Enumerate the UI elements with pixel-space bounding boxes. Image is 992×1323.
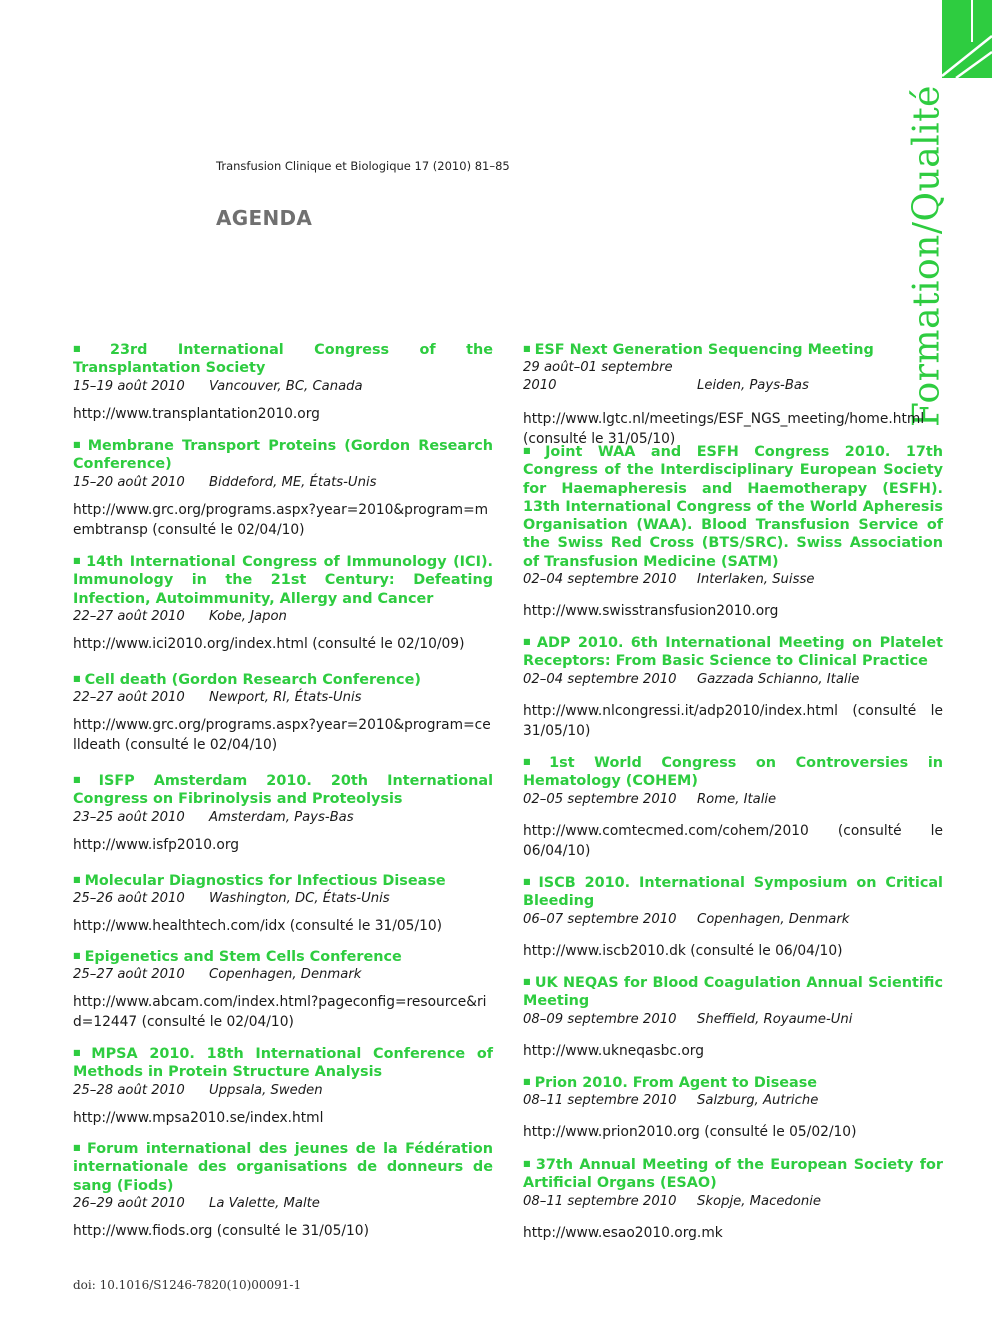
event-title-text: MPSA 2010. 18th International Conference of Methods in Protein Structure Analysis [73,1046,493,1081]
event-title [73,871,493,890]
event-url[interactable]: http://www.isfp2010.org [73,836,240,853]
agenda-entry [523,873,943,961]
event-title [73,670,493,689]
event-url[interactable]: http://www.prion2010.org (consulté le 05/02/10) [523,1124,857,1141]
event-meta [73,890,493,908]
event-meta [523,1193,943,1211]
agenda-entry [73,340,493,424]
event-date: 15–19 août 2010 [73,378,185,394]
event-date: 22–27 août 2010 [73,608,185,624]
bullet-icon: ■ [523,757,546,766]
event-date: 02–04 septembre 2010 [523,572,677,588]
event-meta [73,1082,493,1100]
event-title-text: ADP 2010. 6th International Meeting on Platelet Receptors: From Basic Science to Clinical Practice [523,635,943,670]
event-title-text: 23rd International Congress of the Transplantation Society [73,342,494,377]
event-title [523,873,943,911]
journal-reference: Transfusion Clinique et Biologique 17 (2010) 81–85 [216,159,510,173]
event-place: Gazzada Schianno, Italie [697,671,860,687]
event-date: 06–07 septembre 2010 [523,911,677,927]
agenda-entry [523,753,943,861]
event-place: Sheffield, Royaume-Uni [697,1011,853,1027]
event-title [73,947,493,966]
event-meta [523,1092,943,1110]
event-title-text: Molecular Diagnostics for Infectious Disease [84,873,446,889]
event-date: 29 août–01 septembre 2010 [523,360,673,394]
event-date: 22–27 août 2010 [73,690,185,706]
doi-footer: doi: 10.1016/S1246-7820(10)00091-1 [73,1278,302,1292]
event-url[interactable]: http://www.swisstransfusion2010.org [523,603,779,620]
event-title-text: Joint WAA and ESFH Congress 2010. 17th Congress of the Interdisciplinary European Society for Haemapheresis and Haemotherapy (ESFH). 13th International Congress of the World Apheresis Organisation (WAA). Blood Transfusion Service of the Swiss Red Cross (BTS/SRC). Swiss Association of Transfusion Medicine (SATM) [523,444,943,570]
event-title [523,753,943,791]
bullet-icon: ■ [523,1159,532,1168]
event-title-text: UK NEQAS for Blood Coagulation Annual Scientific Meeting [523,975,944,1010]
event-date: 25–28 août 2010 [73,1082,185,1098]
event-date: 23–25 août 2010 [73,809,185,825]
event-url[interactable]: http://www.mpsa2010.se/index.html [73,1109,324,1126]
event-url[interactable]: http://www.ukneqasbc.org [523,1042,704,1059]
event-date: 08–11 septembre 2010 [523,1193,677,1209]
event-place: Uppsala, Sweden [209,1082,323,1098]
bullet-icon: ■ [73,556,83,565]
event-meta [73,1195,493,1213]
event-date: 25–26 août 2010 [73,891,185,907]
event-meta [73,378,493,396]
agenda-entry [523,633,943,741]
event-meta [73,966,493,984]
bullet-icon: ■ [523,446,542,455]
event-url[interactable]: http://www.grc.org/programs.aspx?year=2010&program=celldeath (consulté le 02/04/10) [73,717,491,754]
event-meta [523,671,943,689]
event-meta [523,359,943,395]
event-place: Skopje, Macedonie [697,1193,822,1209]
event-date: 02–04 septembre 2010 [523,671,677,687]
event-meta [73,689,493,707]
bullet-icon: ■ [73,1143,83,1152]
bullet-icon: ■ [73,775,95,784]
agenda-entry [73,436,493,540]
event-title-text: Epigenetics and Stem Cells Conference [84,949,402,965]
bullet-icon: ■ [523,877,535,886]
event-date: 08–11 septembre 2010 [523,1093,677,1109]
side-title-text: Formation/Qualité [906,85,948,427]
agenda-entry [73,1139,493,1241]
agenda-entry [73,947,493,1032]
event-title [73,1139,493,1195]
event-title [73,552,493,608]
event-url[interactable]: http://www.comtecmed.com/cohem/2010 (consulté le 06/04/10) [523,822,943,859]
event-place: Interlaken, Suisse [697,572,815,588]
event-title-text: ISFP Amsterdam 2010. 20th International Congress on Fibrinolysis and Proteolysis [73,773,493,808]
event-title [73,340,493,378]
event-place: Rome, Italie [697,791,777,807]
event-title-text: 1st World Congress on Controversies in Hematology (COHEM) [523,755,943,790]
event-place: Kobe, Japon [209,608,287,624]
event-url[interactable]: http://www.nlcongressi.it/adp2010/index.html (consulté le 31/05/10) [523,702,943,739]
event-meta [523,571,943,589]
event-title [523,1155,943,1193]
event-url[interactable]: http://www.grc.org/programs.aspx?year=2010&program=membtransp (consulté le 02/04/10) [73,501,489,538]
event-url[interactable]: http://www.iscb2010.dk (consulté le 06/04/10) [523,942,843,959]
agenda-entry [523,340,943,449]
event-title [523,340,943,359]
agenda-entry [523,973,943,1061]
event-date: 02–05 septembre 2010 [523,791,677,807]
bullet-icon: ■ [73,440,84,449]
event-title-text: ESF Next Generation Sequencing Meeting [534,342,874,358]
event-place: Salzburg, Autriche [697,1093,819,1109]
event-url[interactable]: http://www.lgtc.nl/meetings/ESF_NGS_meeting/home.html (consulté le 31/05/10) [523,411,925,448]
event-title [523,633,943,671]
event-date: 08–09 septembre 2010 [523,1011,677,1027]
event-place: La Valette, Malte [209,1195,320,1211]
event-date: 15–20 août 2010 [73,474,185,490]
event-place: Newport, RI, États-Unis [209,690,362,706]
event-title-text: Cell death (Gordon Research Conference) [84,672,421,688]
event-url[interactable]: http://www.ici2010.org/index.html (consulté le 02/10/09) [73,635,465,652]
event-place: Leiden, Pays-Bas [697,378,809,394]
bullet-icon: ■ [73,1048,88,1057]
agenda-entry [523,1073,943,1142]
event-place: Biddeford, ME, États-Unis [209,474,377,490]
event-title-text: Membrane Transport Proteins (Gordon Research Conference) [73,438,493,473]
agenda-entry [73,1044,493,1128]
bullet-icon: ■ [523,637,533,646]
event-date: 26–29 août 2010 [73,1195,185,1211]
event-date: 25–27 août 2010 [73,967,185,983]
agenda-entry [523,442,943,621]
event-place: Copenhagen, Denmark [697,911,850,927]
page-title: AGENDA [216,206,313,230]
event-url[interactable]: http://www.healthtech.com/idx (consulté le 31/05/10) [73,918,443,935]
event-title [523,1073,943,1092]
event-title [73,1044,493,1082]
event-url[interactable]: http://www.fiods.org (consulté le 31/05/10) [73,1222,369,1239]
event-meta [523,911,943,929]
bullet-icon: ■ [523,344,531,353]
bullet-icon: ■ [73,951,81,960]
agenda-entry [73,670,493,755]
event-meta [73,809,493,827]
event-title [73,436,493,474]
bullet-icon: ■ [523,1077,531,1086]
bullet-icon: ■ [523,977,531,986]
bullet-icon: ■ [73,674,81,683]
agenda-entry [73,771,493,855]
event-meta [73,608,493,626]
corner-decoration-icon [942,0,992,78]
event-title [73,771,493,809]
event-title-text: 37th Annual Meeting of the European Society for Artificial Organs (ESAO) [523,1157,943,1192]
event-meta [73,474,493,492]
event-meta [523,1011,943,1029]
event-title-text: Forum international des jeunes de la Fédération internationale des organisations de donneurs de sang (Fiods) [73,1141,493,1194]
bullet-icon: ■ [73,875,81,884]
agenda-entry [73,871,493,936]
event-title [523,442,943,571]
event-place: Amsterdam, Pays-Bas [209,809,354,825]
event-place: Vancouver, BC, Canada [209,378,363,394]
event-title-text: 14th International Congress of Immunology (ICI). Immunology in the 21st Century: Defeating Infection, Autoimmunity, Allergy and Cancer [73,554,493,607]
event-url[interactable]: http://www.abcam.com/index.html?pageconfig=resource&rid=12447 (consulté le 02/04/10) [73,994,487,1031]
event-meta [523,791,943,809]
event-title-text: ISCB 2010. International Symposium on Critical Bleeding [523,875,943,910]
event-place: Washington, DC, États-Unis [209,891,390,907]
agenda-entry [523,1155,943,1243]
agenda-entry [73,552,493,654]
event-title [523,973,943,1011]
event-url[interactable]: http://www.transplantation2010.org [73,405,320,422]
event-title-text: Prion 2010. From Agent to Disease [534,1075,818,1091]
event-url[interactable]: http://www.esao2010.org.mk [523,1224,723,1241]
event-place: Copenhagen, Denmark [209,967,362,983]
bullet-icon: ■ [73,344,106,353]
